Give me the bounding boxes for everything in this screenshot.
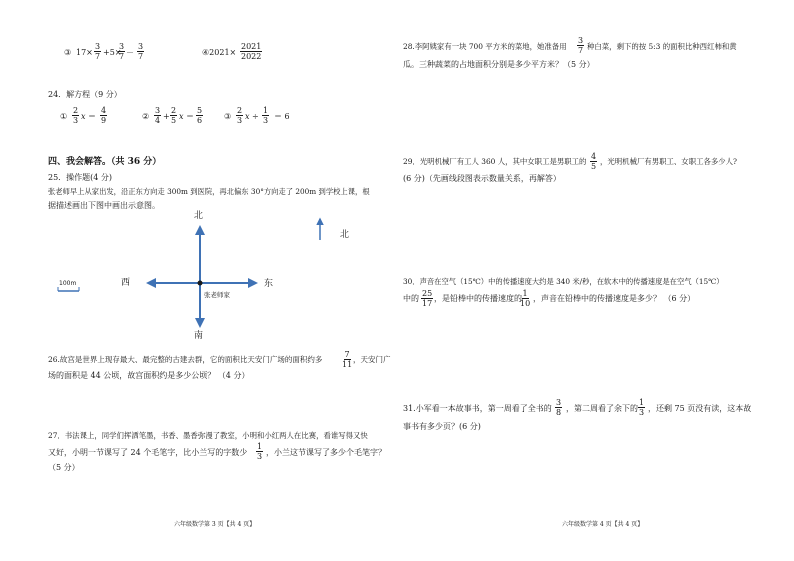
q30-frac1: $\frac{25}{17}$ (422, 289, 433, 308)
right-page-footer: 六年级数学第 4 页【共 4 页】 (562, 521, 644, 528)
q24-eq3-frac-b: $\frac{1}{3}$ (263, 106, 269, 125)
q24-eq2-frac-b: $\frac{2}{5}$ (171, 106, 177, 125)
q23-3-frac2: $\frac{3}{7}$ (119, 42, 125, 61)
q31-line2: 事书有多少页？(6 分) (403, 422, 481, 431)
q27-frac: $\frac{1}{3}$ (257, 442, 263, 461)
q23-4-frac: $\frac{2021}{2022}$ (241, 42, 262, 61)
q30-line1: 30．声音在空气（15℃）中的传播速度大约是 340 米/秒，在软木中的传播速度是在空气（15℃） (403, 277, 724, 286)
q28-frac: $\frac{3}{7}$ (578, 36, 584, 55)
q26-frac: $\frac{7}{11}$ (342, 350, 353, 369)
q24-eq3-frac-a: $\frac{2}{3}$ (237, 106, 243, 125)
q31-frac2: $\frac{1}{3}$ (639, 398, 645, 417)
diagram-south-label: 南 (194, 331, 204, 341)
q24-eq1-frac-a: $\frac{2}{3}$ (73, 106, 79, 125)
q24-eq2-plus: + (163, 112, 170, 121)
diagram-home-label: 张老师家 (204, 291, 230, 299)
q26-line1b: ，天安门广 (353, 355, 391, 364)
q24-eq2-x: x (179, 112, 184, 121)
q29-line2: (6 分)（先画线段图表示数量关系，再解答） (403, 174, 561, 183)
q31-line1a: 31.小军看一本故事书，第一周看了全书的 (403, 404, 552, 413)
q25-title: 25．操作题(4 分) (48, 173, 113, 182)
q24-eq3-rhs: ＝ 6 (274, 112, 290, 121)
north-arrow-label: 北 (340, 230, 350, 240)
q23-3-minus: － (126, 48, 134, 57)
q24-eq2-frac-c: $\frac{5}{6}$ (197, 106, 203, 125)
q23-3-plus: +5× (103, 48, 122, 57)
q24-eq3-x: x (245, 112, 250, 121)
q28-line1b: 种白菜，剩下的按 5:3 的面积比种西红柿和黄 (587, 42, 737, 51)
q26-line2: 场的面积是 44 公顷，故宫面积约是多少公顷？ （4 分） (48, 371, 250, 380)
q23-3-frac1: $\frac{3}{7}$ (95, 42, 101, 61)
q31-line1b: ，第二周看了余下的 (566, 404, 638, 413)
q24-eq1-x: x (81, 112, 86, 121)
diagram-west-label: 西 (121, 278, 131, 288)
q24-title: 24．解方程（9 分） (48, 90, 122, 99)
q25-line1: 张老师早上从家出发，沿正东方向走 300m 到医院，再北偏东 30°方向走了 200m 到学校上课，根 (48, 187, 370, 196)
q25-line2: 据描述画出下图中画出示意图。 (48, 201, 160, 210)
left-page-footer: 六年级数学第 3 页【共 4 页】 (174, 521, 256, 528)
q29-line1b: ，光明机械厂有男职工、女职工各多少人? (600, 157, 737, 166)
diagram-east-label: 东 (264, 279, 274, 289)
q30-line2a: 中的 (403, 294, 419, 303)
q23-4-expr: ④2021× (202, 48, 237, 57)
q29-frac: $\frac{4}{5}$ (591, 152, 597, 171)
q30-line2c: ，声音在铅棒中的传播速度是多少？ （6 分） (533, 294, 696, 303)
diagram-north-label: 北 (194, 211, 204, 221)
q24-eq3-div: ÷ (252, 112, 259, 121)
q24-eq1-label: ① (60, 112, 68, 121)
section-4-heading: 四、我会解答。（共 36 分） (48, 157, 162, 167)
scale-label: 100m (59, 280, 77, 287)
q27-line3: （5 分） (48, 463, 80, 472)
q24-eq1-frac-b: $\frac{4}{9}$ (101, 106, 107, 125)
q26-line1a: 26.故宫是世界上现存最大、最完整的古建去群，它的面积比天安门广场的面积约多 (48, 355, 323, 364)
q24-eq2-eq: ＝ (186, 112, 194, 121)
q30-line2b: ，是铅棒中的传播速度的 (434, 294, 522, 303)
q23-3-label: ③ (64, 48, 72, 57)
q27-line1: 27．书法课上，同学们挥洒笔墨，书香、墨香弥漫了教室，小明和小红两人在比赛，看谁写得又快 (48, 431, 368, 440)
q27-line2b: ，小兰这节课写了多少个毛笔字？ (266, 448, 386, 457)
q24-eq2-label: ② (142, 112, 150, 121)
q29-line1a: 29．光明机械厂有工人 360 人，其中女职工是男职工的 (403, 157, 587, 166)
q28-line1a: 28.李阿姨家有一块 700 平方米的菜地，她准备用 (403, 42, 567, 51)
q30-frac2: $\frac{1}{10}$ (520, 289, 531, 308)
q28-line2: 瓜。三种蔬菜的占地面积分别是多少平方米？（5 分） (403, 60, 595, 69)
q24-eq1-eq: ＝ (88, 112, 96, 121)
q23-3-frac3: $\frac{3}{7}$ (138, 42, 144, 61)
q31-frac1: $\frac{3}{8}$ (556, 398, 562, 417)
q23-3-expr: 17× (76, 48, 93, 57)
home-point (198, 281, 203, 286)
q31-line1c: ，还剩 75 页没有读，这本故 (648, 404, 752, 413)
q24-eq2-frac-a: $\frac{3}{4}$ (155, 106, 161, 125)
q27-line2a: 又好，小明一节课写了 24 个毛笔字，比小兰写的字数少 (48, 448, 248, 457)
q24-eq3-label: ③ (224, 112, 232, 121)
